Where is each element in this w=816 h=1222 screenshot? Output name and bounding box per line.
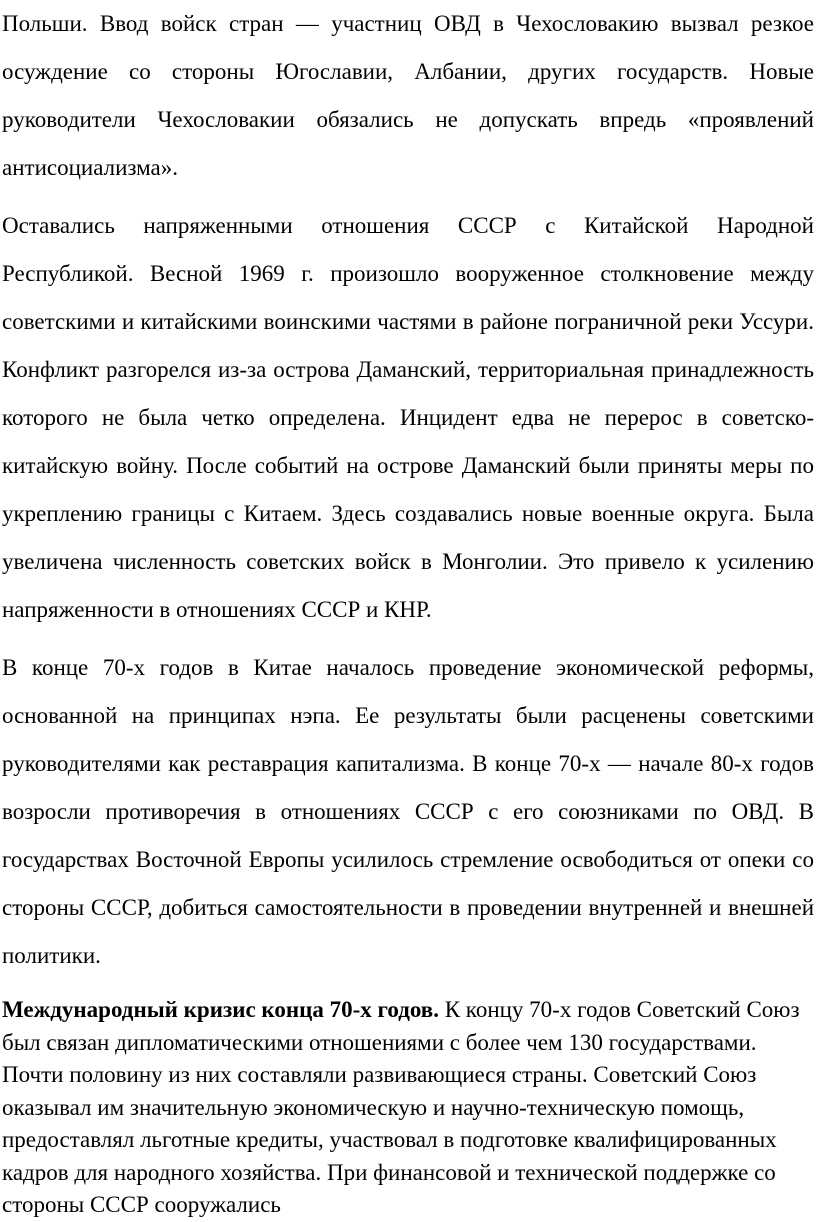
section-body: К концу 70-х годов Советский Союз был связан дипломатическими отношениями с более чем 130 государствами. Почти половину из них составляли развивающиеся страны. Советский Союз оказывал им значительную экономическую и научно-техническую помощь, предоставлял льготные кредиты, участвовал в подготовке квалифицированных кадров для народного хозяйства. При финансовой и технической поддержке со стороны СССР сооружались	[2, 997, 800, 1217]
paragraph-1: Польши. Ввод войск стран — участниц ОВД в Чехословакию вызвал резкое осуждение со стороны Югославии, Албании, других государств. Новые руководители Чехословакии обязались не допускать впредь «проявлений антисоциализма».	[2, 11, 814, 180]
paragraph-2: Оставались напряженными отношения СССР с Китайской Народной Республикой. Весной 1969 г. произошло вооруженное столкновение между советскими и китайскими воинскими частями в районе пограничной реки Уссури. Конфликт разгорелся из-за острова Даманский, территориальная принадлежность которого не была четко определена. Инцидент едва не перерос в советско-китайскую войну. После событий на острове Даманский были приняты меры по укреплению границы с Китаем. Здесь создавались новые военные округа. Была увеличена численность советских войск в Монголии. Это привело к усилению напряженности в отношениях СССР и КНР.	[2, 213, 814, 622]
section-heading: Международный кризис конца 70-х годов.	[2, 997, 439, 1022]
section-paragraph	[2, 994, 814, 1222]
paragraph-3: В конце 70-х годов в Китае началось проведение экономической реформы, основанной на принципах нэпа. Ее результаты были расценены советскими руководителями как реставрация капитализма. В конце 70-х — начале 80-х годов возросли противоречия в отношениях СССР с его союзниками по ОВД. В государствах Восточной Европы усилилось стремление освободиться от опеки со стороны СССР, добиться самостоятельности в проведении внутренней и внешней политики.	[2, 655, 814, 968]
